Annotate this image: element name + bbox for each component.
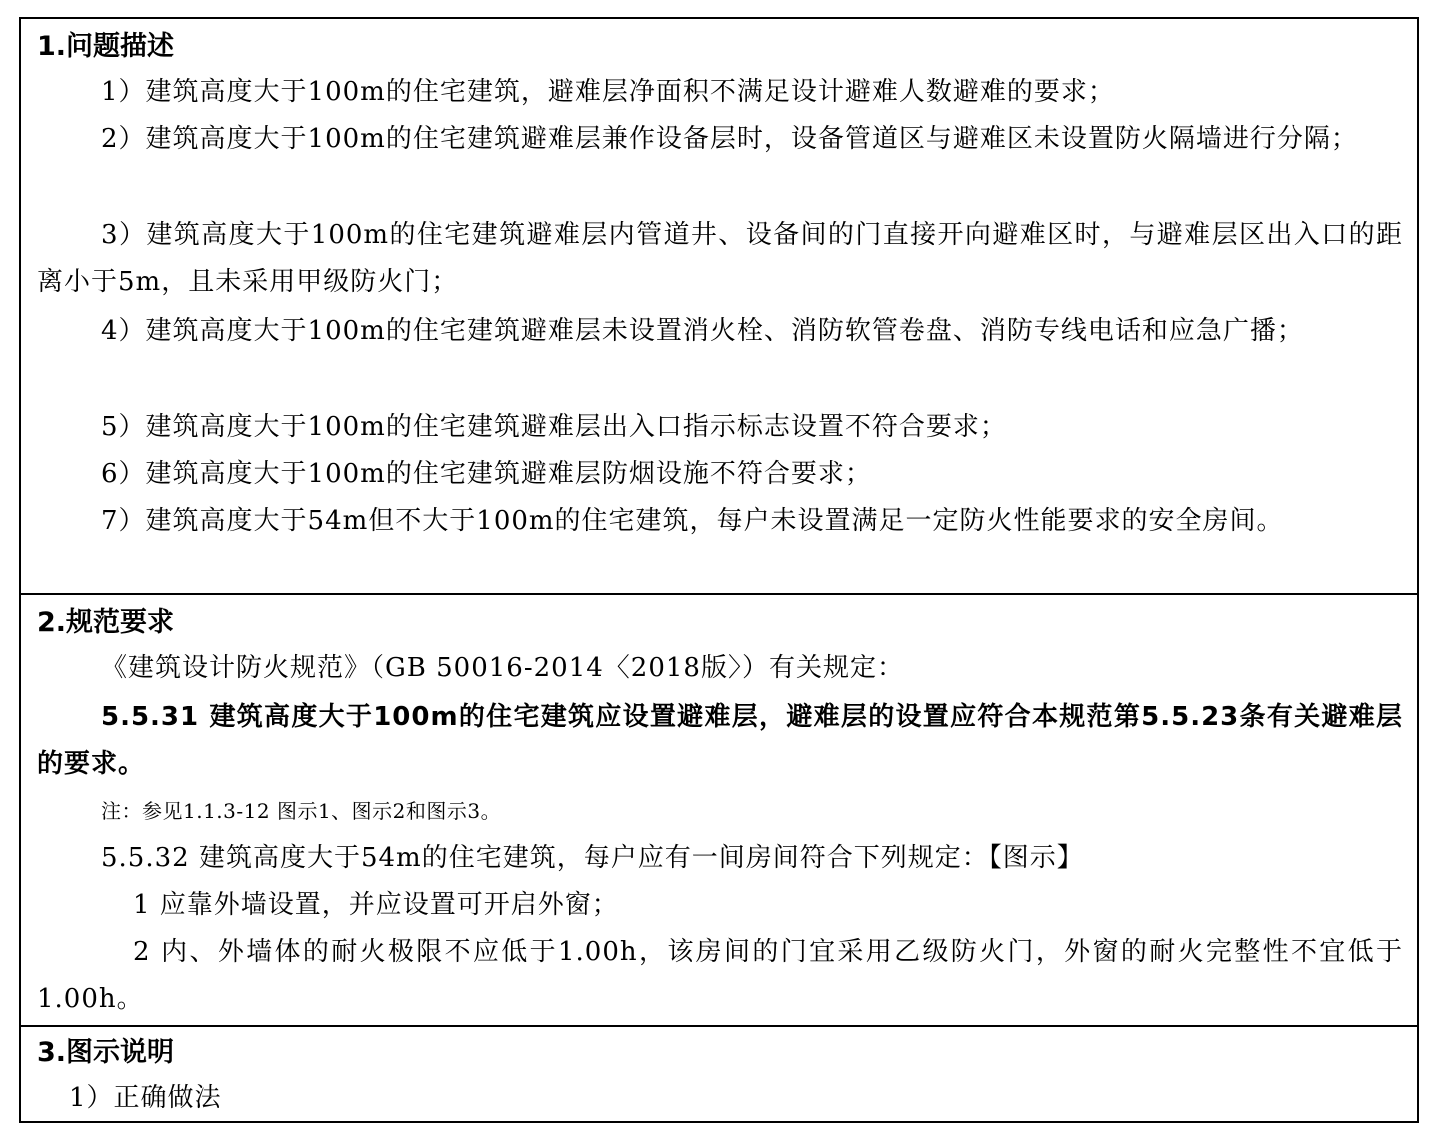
problem-item-6: 6）建筑高度大于100m的住宅建筑避难层防烟设施不符合要求； [101,459,872,489]
illustration-item-correct-practice: 1）正确做法 [69,1083,222,1113]
clause-5-5-32-item-1: 1 应靠外墙设置，并应设置可开启外窗； [133,890,619,920]
problem-item-2: 2）建筑高度大于100m的住宅建筑避难层兼作设备层时，设备管道区与避难区未设置防火隔墙进行分隔； [101,124,1358,154]
code-reference-intro: 《建筑设计防火规范》（GB 50016-2014〈2018版〉）有关规定： [101,653,904,683]
clause-5-5-32-item-2: 2 内、外墙体的耐火极限不应低于1.00h，该房间的门宜采用乙级防火门，外窗的耐火完整性不宜低于1.00h。 [37,937,1403,1014]
problem-item-4: 4）建筑高度大于100m的住宅建筑避难层未设置消火栓、消防软管卷盘、消防专线电话和应急广播； [101,316,1304,346]
section-problem-description [21,19,1417,595]
problem-item-7: 7）建筑高度大于54m但不大于100m的住宅建筑，每户未设置满足一定防火性能要求的安全房间。 [101,506,1284,536]
problem-item-5: 5）建筑高度大于100m的住宅建筑避难层出入口指示标志设置不符合要求； [101,412,1007,442]
clause-note: 注：参见1.1.3-12 图示1、图示2和图示3。 [101,799,502,823]
section-title-problem-description: 1.问题描述 [37,31,175,62]
document-table [19,17,1419,1123]
clause-5-5-32: 5.5.32 建筑高度大于54m的住宅建筑，每户应有一间房间符合下列规定：【图示】 [101,843,1084,873]
problem-item-1: 1）建筑高度大于100m的住宅建筑，避难层净面积不满足设计避难人数避难的要求； [101,77,1115,107]
section-illustration-notes [21,1027,1417,1121]
section-title-code-requirements: 2.规范要求 [37,607,175,638]
section-code-requirements [21,595,1417,1027]
problem-item-3: 3）建筑高度大于100m的住宅建筑避难层内管道井、设备间的门直接开向避难区时，与避难层区出入口的距离小于5m，且未采用甲级防火门； [37,220,1403,297]
section-title-illustration-notes: 3.图示说明 [37,1037,175,1068]
clause-5-5-31: 5.5.31 建筑高度大于100m的住宅建筑应设置避难层，避难层的设置应符合本规范第5.5.23条有关避难层的要求。 [37,702,1403,779]
